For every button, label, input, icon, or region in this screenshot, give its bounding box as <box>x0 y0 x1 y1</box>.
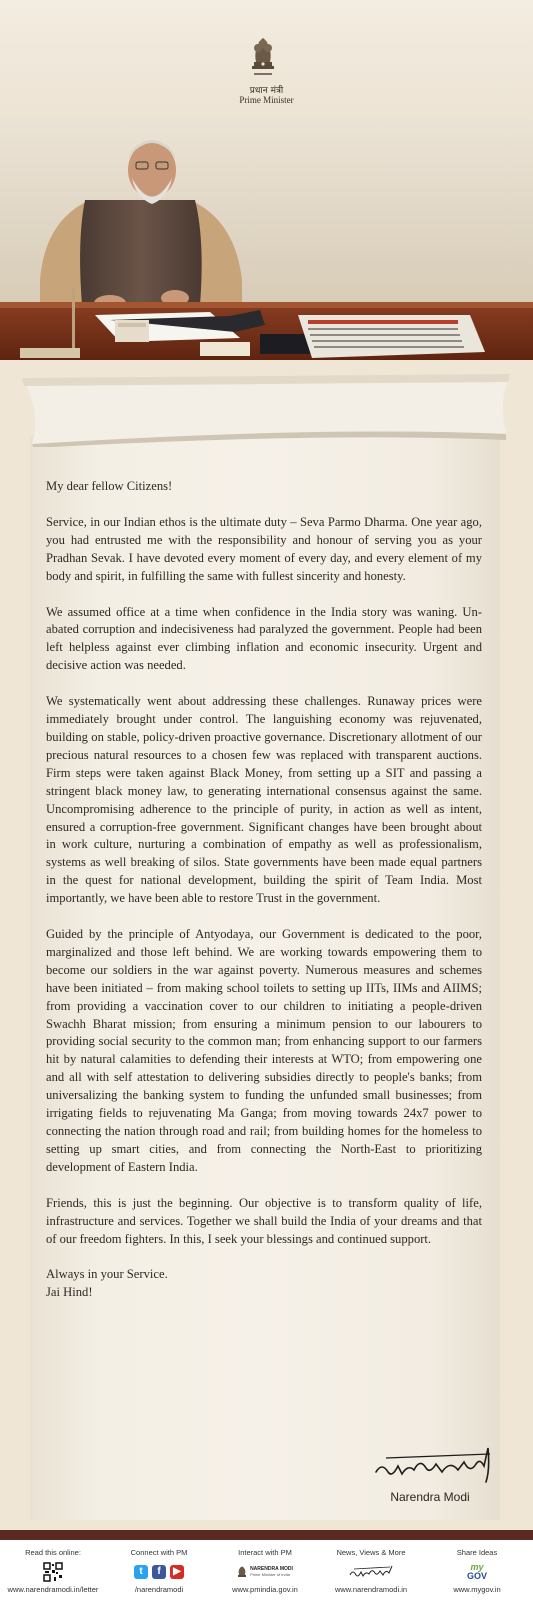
signature-logo-icon <box>348 1563 394 1581</box>
footer-interact-title: Interact with PM <box>238 1548 292 1557</box>
header <box>0 0 533 120</box>
letter-salutation: My dear fellow Citizens! <box>46 479 173 493</box>
letter-closing <box>46 1266 482 1302</box>
handwritten-signature <box>372 1440 502 1490</box>
facebook-icon[interactable]: f <box>152 1565 166 1579</box>
national-emblem-icon <box>248 34 278 78</box>
letter-paragraph: Guided by the principle of Antyodaya, our Government is dedicated to the poor, marginalized and those left behind. We are working towards empowering them to become our soldiers in the war against poverty. Numerous measures and schemes have been initiated – from making school toilets to setting up IITs, IIMs and AIIMS; from providing a vaccination cover to our children to initiating a people-driven Swachh Bharat mission; from ensuring a minimum pension to our labourers to providing social security to the common man; from enhancing support to our farmers hit by natural calamities to defending their interests at WTO; from empowering one and all with self attestation to delivering subsidies directly to people's banks; from universalizing the banking system to funding the unfunded small businesses; from irrigating fields to rejuvenating Ma Ganga; from moving towards 24x7 power to connecting the nation through road and rail; from building homes for the homeless to setting up smart cities, and from connecting the North-East to prioritizing development of Eastern India. <box>46 927 482 1174</box>
office-title: Prime Minister <box>239 95 294 105</box>
qr-code-icon <box>43 1562 63 1582</box>
footer-divider <box>0 1530 533 1540</box>
footer-share <box>424 1548 530 1594</box>
footer-interact <box>212 1548 318 1594</box>
closing-line: Jai Hind! <box>46 1285 93 1300</box>
signatory-name: Narendra Modi <box>390 1490 470 1504</box>
photo-pm-at-desk <box>0 120 533 380</box>
letter-paragraph: We assumed office at a time when confidence in the India story was waning. Un-abated corruption and indecisiveness had paralyzed the government. People had been left helpless against ever climbing inflation and economic insecurity. Urgent and decisive action was needed. <box>46 604 482 673</box>
footer-read-link[interactable]: www.narendramodi.in/letter <box>7 1585 99 1594</box>
footer-connect-title: Connect with PM <box>130 1548 188 1557</box>
footer-share-link[interactable]: www.mygov.in <box>453 1585 501 1594</box>
footer-news-title: News, Views & More <box>336 1548 406 1557</box>
national-emblem-small-icon <box>237 1564 247 1580</box>
scroll-roll <box>20 372 513 447</box>
twitter-icon[interactable]: t <box>134 1565 148 1579</box>
footer-news <box>318 1548 424 1594</box>
footer <box>0 1540 533 1600</box>
footer-read-online <box>0 1548 106 1594</box>
footer-news-link[interactable]: www.narendramodi.in <box>334 1585 408 1594</box>
letter-paragraph: We systematically went about addressing these challenges. Runaway prices were immediately brought under control. The languishing economy was rejuvenated, building on stable, policy-driven proactive governance. Discretionary allotment of our precious natural resources to a chosen few was replaced with transparent auctions. Firm steps were taken against Black Money, from setting up a SIT and passing a stringent black money law, to generating international consensus against the same. Uncompromising adherence to the principle of purity, in action as well as intent, ensured a corruption-free government. Significant changes have been brought about in work culture, nurturing a combination of empathy as well as professionalism, systems as well breaking of silos. State governments have been made equal partners in the quest for national development, building the spirit of Team India. Most importantly, we have been able to restore Trust in the government. <box>46 694 482 906</box>
footer-share-title: Share Ideas <box>456 1548 498 1557</box>
interact-logo-sub: Prime Minister of India <box>250 1572 290 1577</box>
youtube-icon[interactable]: ▶ <box>170 1565 184 1579</box>
letter-body <box>46 478 482 1302</box>
footer-connect-link[interactable]: /narendramodi <box>134 1585 184 1594</box>
mygov-logo-my: my <box>470 1562 484 1572</box>
letter-paragraph: Friends, this is just the beginning. Our objective is to transform quality of life, infrastructure and services. Together we shall build the India of your dreams and that of our freedom fighters. In this, I seek your blessings and continued support. <box>46 1195 482 1246</box>
footer-interact-link[interactable]: www.pmindia.gov.in <box>232 1585 298 1594</box>
hindi-title: प्रधान मंत्री <box>249 86 284 96</box>
mygov-logo-gov: GOV <box>466 1571 487 1581</box>
footer-connect <box>106 1548 212 1594</box>
footer-read-title: Read this online: <box>25 1548 81 1557</box>
letter-paragraph: Service, in our Indian ethos is the ultimate duty – Seva Parmo Dharma. One year ago, you had entrusted me with the responsibility and honour of serving you as your Pradhan Sevak. I have devoted every moment of every day, and every element of my body and spirit, in fulfilling the same with fullest sincerity and honesty. <box>46 514 482 583</box>
closing-line: Always in your Service. <box>46 1267 168 1282</box>
interact-logo-name: NARENDRA MODI <box>250 1566 293 1572</box>
